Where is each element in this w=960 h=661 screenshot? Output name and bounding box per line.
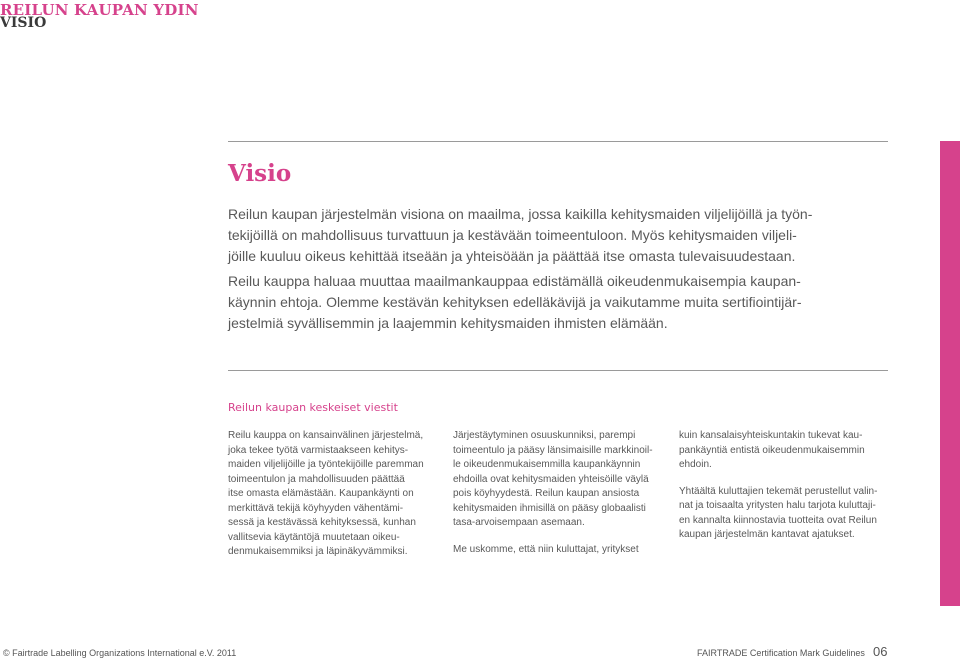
text-line: denmukaisemmiksi ja läpinäkyvämmiksi. bbox=[228, 546, 408, 557]
text-line: toimeentulon ja mahdollisuuden päättää bbox=[228, 473, 405, 485]
vision-paragraph-1 bbox=[228, 204, 888, 267]
text-line: merkittävä tekijä köyhyyden vähentämi- bbox=[228, 502, 404, 514]
text-line: kehitysmaiden ihmisillä on pääsy globaalisti bbox=[453, 502, 646, 514]
text-line: nat ja toisaalta yritysten halu tarjota kuluttaji- bbox=[679, 500, 876, 511]
footer-copyright: © Fairtrade Labelling Organizations International e.V. 2011 bbox=[3, 648, 237, 658]
page-number: 06 bbox=[873, 644, 888, 659]
footer-document-title: FAIRTRADE Certification Mark Guidelines bbox=[697, 648, 865, 658]
text-line: käynnin ehtoja. Olemme kestävän kehityksen edelläkävijä ja vaikutamme muita sertifiointijär- bbox=[228, 294, 802, 310]
key-messages-column-1 bbox=[228, 429, 424, 560]
key-messages-column-3 bbox=[679, 429, 877, 543]
text-line: vallitsevia käytäntöjä muutetaan oikeu- bbox=[228, 531, 400, 543]
text-line: tasa-arvoisempaan asemaan. bbox=[453, 517, 585, 528]
header-title: REILUN KAUPAN YDIN bbox=[0, 1, 199, 19]
text-line: Reilu kauppa on kansainvälinen järjestelmä, bbox=[228, 430, 424, 441]
text-line: tekijöillä on mahdollisuus turvattuun ja kestävään toimeentuloon. Myös kehitysmaiden viljeli- bbox=[228, 227, 797, 243]
text-line: en kannalta kiinnostavia tuotteita ovat Reilun bbox=[679, 514, 877, 526]
top-divider bbox=[228, 141, 888, 142]
text-line: jöille kuuluu oikeus kehittää itseään ja yhteisöään ja päättää itse omasta tulevaisuudestaan. bbox=[228, 248, 796, 264]
text-line: le oikeudenmukaisemmilla kaupankäynnin bbox=[453, 459, 641, 470]
text-line: Reilun kaupan järjestelmän visiona on maailma, jossa kaikilla kehitysmaiden viljelijöillä ja työn- bbox=[228, 206, 813, 222]
text-line: kuin kansalaisyhteiskuntakin tukevat kau- bbox=[679, 430, 863, 441]
text-line: itse omasta elämästään. Kaupankäynti on bbox=[228, 488, 414, 499]
header-subtitle: VISIO bbox=[0, 15, 47, 31]
text-line: ehdoin. bbox=[679, 459, 712, 470]
text-line: Reilu kauppa haluaa muuttaa maailmankauppaa edistämällä oikeudenmukaisempia kaupan- bbox=[228, 273, 801, 289]
key-messages-title: Reilun kaupan keskeiset viestit bbox=[228, 401, 398, 414]
key-messages-column-2 bbox=[453, 429, 653, 557]
text-line: maiden viljelijöille ja työntekijöille paremman bbox=[228, 459, 424, 470]
text-line: sessä ja kestävässä kehityksessä, kunhan bbox=[228, 517, 416, 528]
section-title: Visio bbox=[228, 160, 292, 187]
text-line: Yhtäältä kuluttajien tekemät perustellut valin- bbox=[679, 485, 878, 497]
text-line: Järjestäytyminen osuuskunniksi, parempi bbox=[453, 430, 636, 441]
vision-paragraph-2 bbox=[228, 271, 888, 334]
text-line: Me uskomme, että niin kuluttajat, yritykset bbox=[453, 543, 639, 555]
text-line: pankäyntiä entistä oikeudenmukaisemmin bbox=[679, 444, 865, 456]
text-line: kaupan järjestelmän kantavat ajatukset. bbox=[679, 529, 855, 540]
accent-side-bar bbox=[940, 141, 960, 606]
text-line: joka tekee työtä varmistaakseen kehitys- bbox=[228, 444, 409, 456]
text-line: toimeentulo ja pääsy länsimaisille markkinoil- bbox=[453, 444, 653, 456]
middle-divider bbox=[228, 370, 888, 371]
text-line: ehdoilla ovat kehitysmaiden yhteisöille väylä bbox=[453, 473, 649, 485]
text-line: pois köyhyydestä. Reilun kaupan ansiosta bbox=[453, 488, 640, 499]
text-line: jestelmiä syvällisemmin ja laajemmin kehitysmaiden ihmisten elämään. bbox=[228, 315, 668, 331]
